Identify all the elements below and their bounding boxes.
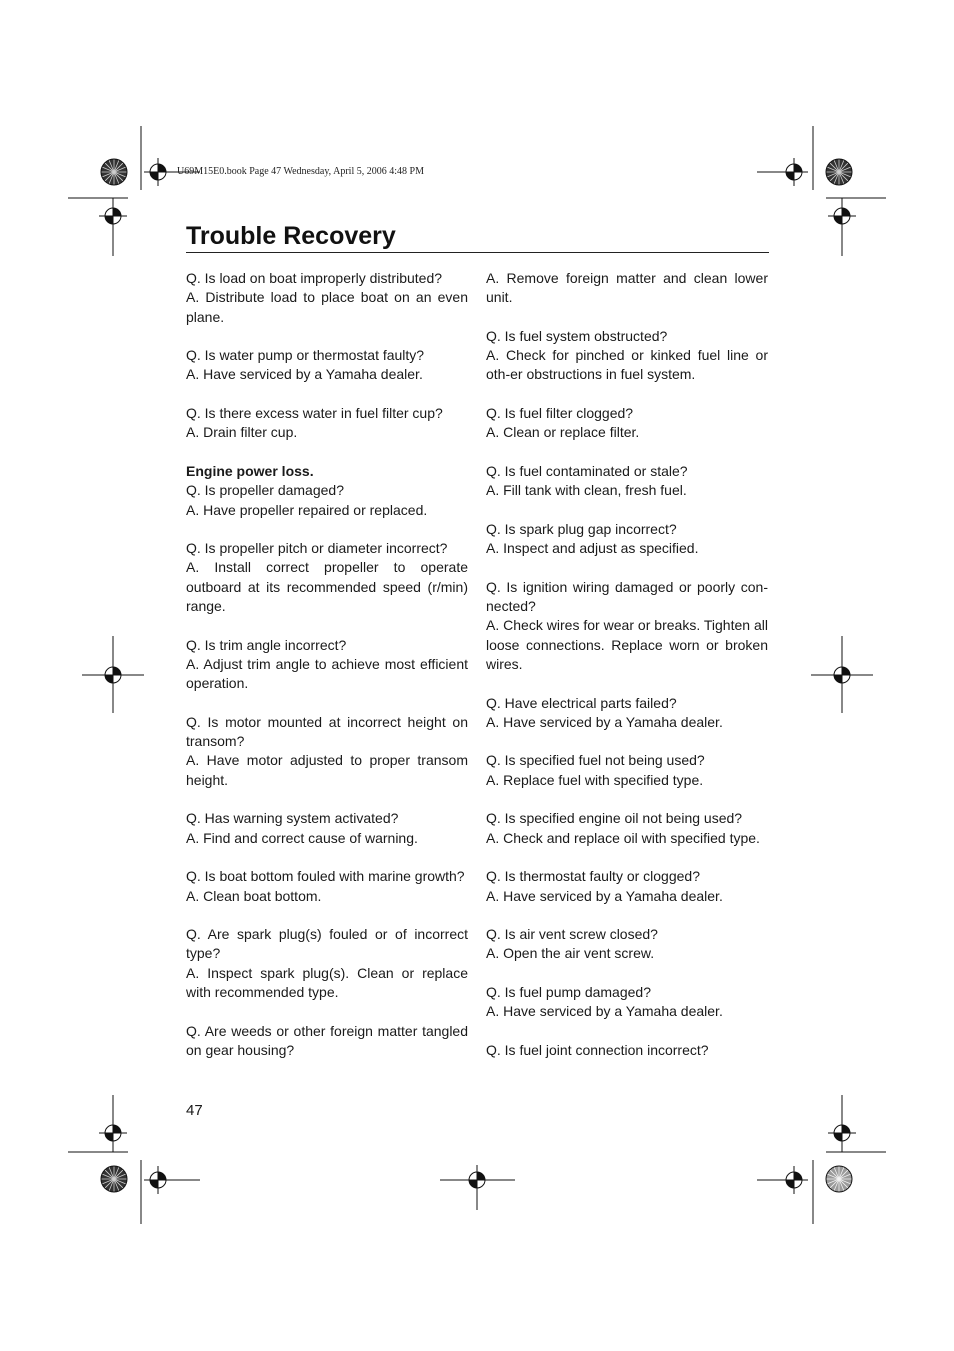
- answer: A. Replace fuel with specified type.: [486, 771, 704, 788]
- page-title: Trouble Recovery: [186, 222, 396, 250]
- question: Q. Is trim angle incorrect?: [186, 636, 347, 653]
- spacer: [486, 964, 768, 983]
- spacer: [486, 501, 768, 520]
- answer: A. Check wires for wear or breaks. Tighten all loose connections. Replace worn or broken wires.: [486, 617, 768, 672]
- answer: A. Distribute load to place boat on an even plane.: [186, 289, 468, 325]
- answer: A. Remove foreign matter and clean lower unit.: [486, 270, 768, 306]
- question: Q. Is boat bottom fouled with marine growth?: [186, 868, 465, 885]
- spacer: [186, 694, 468, 713]
- spacer: [186, 616, 468, 635]
- spacer: [486, 308, 768, 327]
- right-column: [486, 269, 768, 1060]
- spacer: [186, 520, 468, 539]
- answer: A. Clean boat bottom.: [186, 887, 322, 904]
- question: Q. Is there excess water in fuel filter cup?: [186, 405, 443, 422]
- spacer: [486, 790, 768, 809]
- question: Q. Is ignition wiring damaged or poorly con-nected?: [486, 578, 768, 615]
- spacer: [186, 327, 468, 346]
- spacer: [486, 732, 768, 751]
- answer: A. Inspect and adjust as specified.: [486, 540, 699, 557]
- question: Q. Are weeds or other foreign matter tangled on gear housing?: [186, 1022, 468, 1058]
- answer: A. Clean or replace filter.: [486, 424, 640, 441]
- question: Q. Is water pump or thermostat faulty?: [186, 347, 425, 364]
- question: Q. Is spark plug gap incorrect?: [486, 520, 677, 537]
- answer: A. Check for pinched or kinked fuel line or oth-er obstructions in fuel system.: [486, 347, 768, 383]
- answer: A. Find and correct cause of warning.: [186, 829, 418, 846]
- question: Q. Is fuel pump damaged?: [486, 983, 651, 1000]
- question: Q. Is air vent screw closed?: [486, 926, 658, 943]
- page-number: 47: [186, 1102, 203, 1119]
- answer: A. Install correct propeller to operate outboard at its recommended speed (r/min) range.: [186, 559, 468, 615]
- question: Q. Is specified engine oil not being used?: [486, 810, 743, 827]
- answer: A. Have serviced by a Yamaha dealer.: [486, 1003, 723, 1020]
- answer: A. Inspect spark plug(s). Clean or replace with recommended type.: [186, 964, 468, 1000]
- question: Q. Is propeller damaged?: [186, 482, 344, 499]
- question: Q. Is specified fuel not being used?: [486, 752, 705, 769]
- answer: A. Drain filter cup.: [186, 424, 298, 441]
- answer: A. Adjust trim angle to achieve most efficient operation.: [186, 655, 468, 692]
- book-info-line: U69M15E0.book Page 47 Wednesday, April 5, 2006 4:48 PM: [177, 166, 424, 177]
- answer: A. Check and replace oil with specified type.: [486, 829, 760, 846]
- answer: A. Have motor adjusted to proper transom height.: [186, 752, 468, 788]
- spacer: [486, 1022, 768, 1041]
- question: Q. Is motor mounted at incorrect height on transom?: [186, 713, 468, 750]
- spacer: [186, 790, 468, 809]
- question: Q. Is thermostat faulty or clogged?: [486, 868, 700, 885]
- question: Q. Is fuel joint connection incorrect?: [486, 1041, 709, 1058]
- spacer: [186, 848, 468, 867]
- spacer: [486, 906, 768, 925]
- answer: A. Have propeller repaired or replaced.: [186, 501, 428, 518]
- answer: A. Have serviced by a Yamaha dealer.: [486, 713, 723, 730]
- left-column: [186, 269, 468, 1060]
- spacer: [486, 443, 768, 462]
- spacer: [186, 385, 468, 404]
- spacer: [186, 443, 468, 462]
- section-heading: Engine power loss.: [186, 462, 314, 479]
- answer: A. Have serviced by a Yamaha dealer.: [486, 887, 723, 904]
- question: Q. Is fuel filter clogged?: [486, 405, 634, 422]
- spacer: [486, 558, 768, 577]
- question: Q. Is load on boat improperly distributed?: [186, 270, 443, 286]
- title-rule: [186, 252, 769, 253]
- spacer: [186, 1002, 468, 1021]
- spacer: [186, 906, 468, 925]
- answer: A. Have serviced by a Yamaha dealer.: [186, 366, 423, 383]
- answer: A. Open the air vent screw.: [486, 945, 655, 962]
- question: Q. Has warning system activated?: [186, 810, 399, 827]
- spacer: [486, 848, 768, 867]
- question: Q. Are spark plug(s) fouled or of incorrect type?: [186, 926, 468, 962]
- question: Q. Is fuel system obstructed?: [486, 327, 668, 344]
- question: Q. Is fuel contaminated or stale?: [486, 462, 688, 479]
- spacer: [486, 674, 768, 693]
- question: Q. Is propeller pitch or diameter incorrect?: [186, 540, 448, 557]
- answer: A. Fill tank with clean, fresh fuel.: [486, 482, 687, 499]
- question: Q. Have electrical parts failed?: [486, 694, 677, 711]
- spacer: [486, 385, 768, 404]
